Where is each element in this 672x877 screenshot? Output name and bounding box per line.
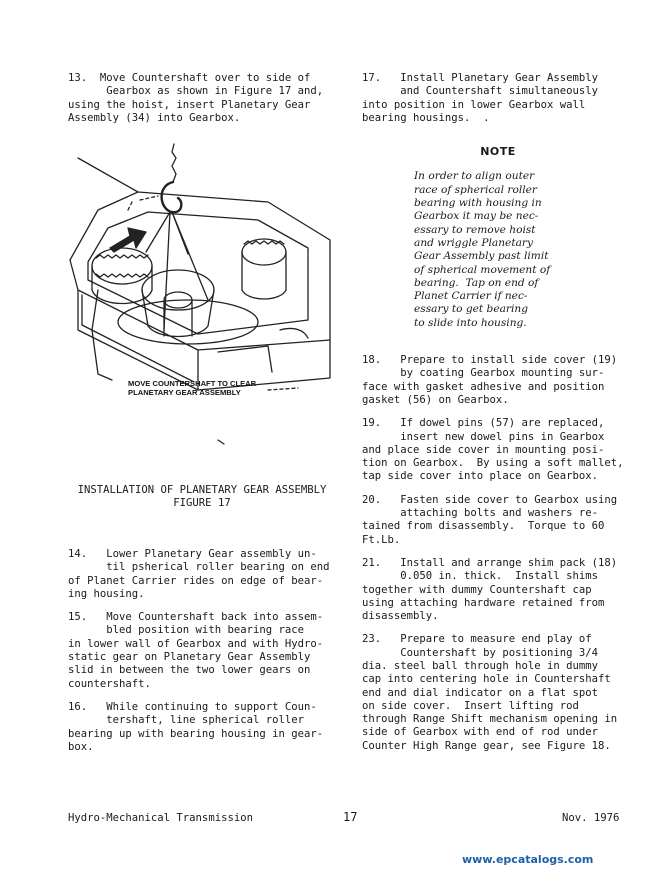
planetary-gear-illustration [68,140,340,460]
figure-17 [68,140,340,460]
step-23: 23. Prepare to measure end play of Countershaft by positioning 3/4 dia. steel ball through hole in dummy cap into centering hole in Countershaft end and dial indicator on a flat spot on side cover. Insert lifting rod through Range Shift mechanism opening in side of Gearbox with end of rod under Counter High Range gear, see Figure 18. [362,633,618,752]
step-14: 14. Lower Planetary Gear assembly un- til psherical roller bearing on end of Planet Carrier rides on edge of bear- ing housing. [68,548,330,600]
left-column-lower [68,548,340,754]
watermark-link[interactable]: www.epcatalogs.com [462,853,594,866]
callout-line-1: MOVE COUNTERSHAFT TO CLEAR [128,379,257,388]
step-18: 18. Prepare to install side cover (19) by coating Gearbox mounting sur- face with gasket adhesive and position gasket (56) on Gearbox. [362,354,618,406]
step-21: 21. Install and arrange shim pack (18) 0.050 in. thick. Install shims together with dummy Countershaft cap using attaching hardware retained from disassembly. [362,556,618,623]
step-17: 17. Install Planetary Gear Assembly and Countershaft simultaneously into position in lower Gearbox wall bearing housings. . [362,72,598,124]
footer-title: Hydro-Mechanical Transmission [68,812,253,824]
step-15: 15. Move Countershaft back into assem- bled position with bearing race in lower wall of Gearbox and with Hydro- static gear on Planetary Gear Assembly slid in between the two lower gears on countershaft. [68,611,324,690]
step-19: 19. If dowel pins (57) are replaced, insert new dowel pins in Gearbox and place side cover in mounting posi- tion on Gearbox. By using a soft mallet, tap side cover into place on Gearbox. [362,417,624,483]
callout-line-2: PLANETARY GEAR ASSEMBLY [128,388,241,397]
step-13: 13. Move Countershaft over to side of Gearbox as shown in Figure 17 and, using the hoist, insert Planetary Gear Assembly (34) into Gearbox. [68,72,324,124]
note-body: In order to align outer race of spherical roller bearing with housing in Gearbox it may be nec- essary to remove hoist and wriggle Planetary Gear Assembly past limit of spherical movement of bearing. Tap on end of Planet Carrier if nec- essary to get bearing to slide into housing. [414,170,551,329]
figure-caption: INSTALLATION OF PLANETARY GEAR ASSEMBLY FIGURE 17 [77,484,327,510]
right-column [362,72,634,753]
footer-date: Nov. 1976 [562,812,620,824]
page-number: 17 [343,810,358,824]
left-column [68,72,340,125]
step-20: 20. Fasten side cover to Gearbox using attaching bolts and washers re- tained from disassembly. Torque to 60 Ft.Lb. [362,493,618,546]
step-16: 16. While continuing to support Coun- tershaft, line spherical roller bearing up with bearing housing in gear- box. [68,700,324,753]
note-heading: NOTE [480,145,516,159]
